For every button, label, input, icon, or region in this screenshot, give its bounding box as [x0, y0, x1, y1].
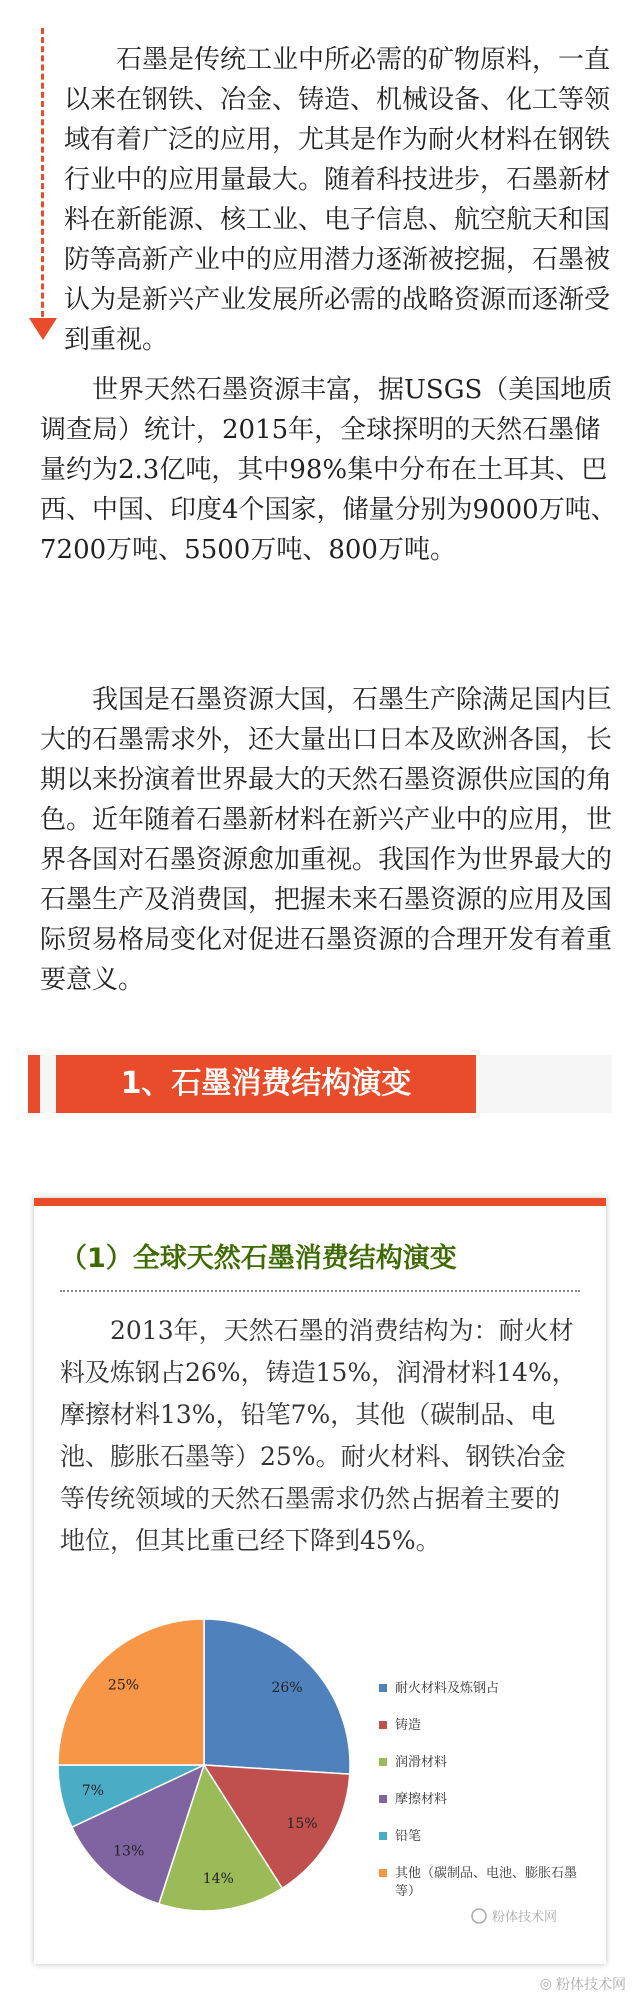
intro-paragraph: 石墨是传统工业中所必需的矿物原料，一直以来在钢铁、冶金、铸造、机械设备、化工等领域有着广泛的应用，尤其是作为耐火材料在钢铁行业中的应用量最大。随着科技进步，石墨新材料在新能源、核工业、电子信息、航空航天和国防等高新产业中的应用潜力逐渐被挖掘，石墨被认为是新兴产业发展所必需的战略资源而逐渐受到重视。 [64, 45, 611, 355]
card-watermark [472, 1909, 557, 1925]
legend-label: 铸造 [395, 1718, 422, 1733]
legend-swatch [379, 1869, 387, 1877]
legend-swatch [379, 1758, 387, 1766]
footer-watermark-text: 粉体技术网 [556, 1977, 626, 1993]
legend-label: 摩擦材料 [395, 1792, 448, 1807]
intro-dashed-line [41, 28, 44, 326]
consumption-card [34, 1198, 606, 1964]
pie-slice [204, 1619, 350, 1774]
legend-swatch [379, 1795, 387, 1803]
pie-data-label: 25% [107, 1677, 140, 1694]
card-watermark-text: 粉体技术网 [492, 1910, 558, 1925]
legend-label: 等） [395, 1884, 422, 1899]
legend-label: 润滑材料 [395, 1755, 448, 1770]
pie-data-label: 15% [286, 1815, 318, 1832]
pie-data-label: 13% [113, 1843, 145, 1860]
consumption-pie-chart [34, 1198, 606, 1964]
legend-swatch [379, 1684, 387, 1692]
card-paragraph: 2013年，天然石墨的消费结构为：耐火材料及炼钢占26%，铸造15%，润滑材料14%，摩擦材料13%，铅笔7%，其他（碳制品、电池、膨胀石墨等）25%。耐火材料、钢铁冶金等传统领域的天然石墨需求仍然占据着主要的地位，但其比重已经下降到45%。 [60, 1316, 577, 1555]
legend-label: 铅笔 [395, 1829, 422, 1844]
section-title: 1、石墨消费结构演变 [56, 1055, 476, 1113]
section-header-stub [28, 1055, 40, 1113]
pie-data-label: 7% [81, 1782, 104, 1799]
china-paragraph: 我国是石墨资源大国，石墨生产除满足国内巨大的石墨需求外，还大量出口日本及欧洲各国，长期以来扮演着世界最大的天然石墨资源供应国的角色。近年随着石墨新材料在新兴产业中的应用，世界各国对石墨资源愈加重视。我国作为世界最大的石墨生产及消费国，把握未来石墨资源的应用及国际贸易格局变化对促进石墨资源的合理开发有着重要意义。 [40, 685, 613, 995]
reserves-paragraph: 世界天然石墨资源丰富，据USGS（美国地质调查局）统计，2015年，全球探明的天然石墨储量约为2.3亿吨，其中98%集中分布在土耳其、巴西、中国、印度4个国家，储量分别为9000万吨、7200万吨、5500万吨、800万吨。 [40, 375, 617, 565]
pie-data-label: 14% [202, 1870, 234, 1887]
legend-swatch [379, 1721, 387, 1729]
card-subtitle: （1）全球天然石墨消费结构演变 [60, 1243, 457, 1274]
section-header [28, 1055, 612, 1113]
legend-swatch [379, 1832, 387, 1840]
down-arrow-icon [29, 318, 57, 340]
legend-label: 耐火材料及炼钢占 [395, 1681, 500, 1696]
wechat-icon: ◎ [539, 1976, 552, 1992]
legend-label: 其他（碳制品、电池、膨胀石墨 [395, 1866, 578, 1881]
footer-watermark [540, 1974, 626, 1994]
wechat-icon [472, 1909, 486, 1923]
pie-data-label: 26% [271, 1680, 303, 1697]
